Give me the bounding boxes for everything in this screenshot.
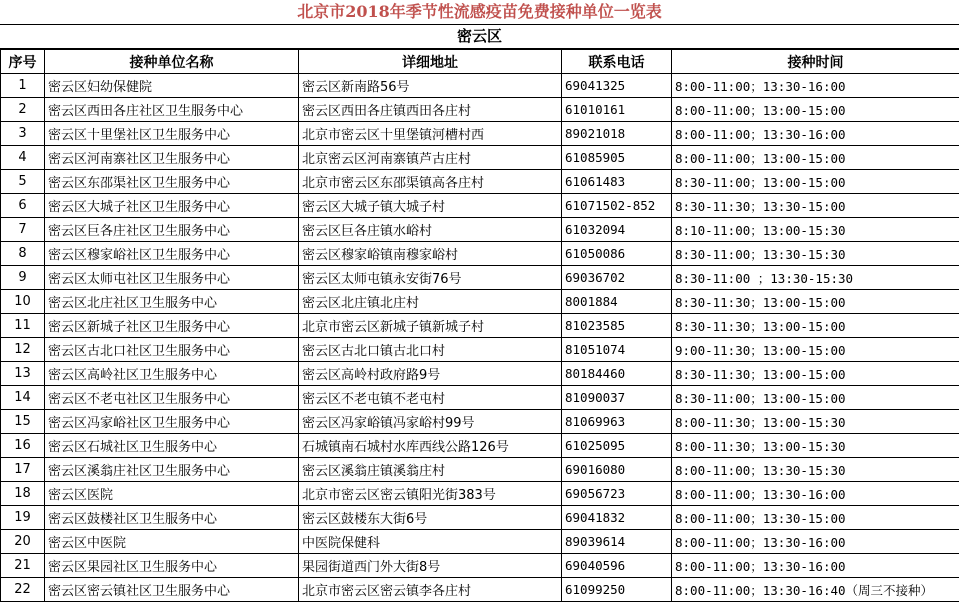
- vaccination-time: 8:30-11:00；13:00-15:00: [672, 386, 959, 410]
- table-row: [1, 122, 959, 146]
- row-number: 21: [1, 554, 45, 578]
- row-number: 14: [1, 386, 45, 410]
- vaccination-time: 8:00-11:30；13:00-15:30: [672, 434, 959, 458]
- table-row: [1, 506, 959, 530]
- row-number: 1: [1, 74, 45, 98]
- phone-number: 69041325: [562, 74, 672, 98]
- phone-number: 69056723: [562, 482, 672, 506]
- table-row: [1, 290, 959, 314]
- table-title: 北京市2018年季节性流感疫苗免费接种单位一览表: [0, 0, 959, 25]
- address: 密云区巨各庄镇水峪村: [299, 218, 562, 242]
- row-number: 10: [1, 290, 45, 314]
- header-time: 接种时间: [672, 50, 959, 74]
- unit-name: 密云区太师屯社区卫生服务中心: [45, 266, 299, 290]
- row-number: 12: [1, 338, 45, 362]
- phone-number: 61010161: [562, 98, 672, 122]
- phone-number: 8001884: [562, 290, 672, 314]
- phone-number: 81051074: [562, 338, 672, 362]
- address: 密云区鼓楼东大街6号: [299, 506, 562, 530]
- district-heading: 密云区: [0, 25, 959, 49]
- address: 密云区新南路56号: [299, 74, 562, 98]
- address: 北京市密云区东邵渠镇高各庄村: [299, 170, 562, 194]
- header-no: 序号: [1, 50, 45, 74]
- row-number: 20: [1, 530, 45, 554]
- vaccination-time: 8:30-11:30；13:00-15:00: [672, 290, 959, 314]
- table-row: [1, 362, 959, 386]
- table-row: [1, 386, 959, 410]
- address: 密云区冯家峪镇冯家峪村99号: [299, 410, 562, 434]
- vaccination-time: 8:30-11:00 ；13:30-15:30: [672, 266, 959, 290]
- table-row: [1, 554, 959, 578]
- vaccination-time: 8:00-11:00；13:30-16:40（周三不接种）: [672, 578, 959, 602]
- header-phone: 联系电话: [562, 50, 672, 74]
- unit-name: 密云区密云镇社区卫生服务中心: [45, 578, 299, 602]
- unit-name: 密云区河南寨社区卫生服务中心: [45, 146, 299, 170]
- unit-name: 密云区溪翁庄社区卫生服务中心: [45, 458, 299, 482]
- unit-name: 密云区新城子社区卫生服务中心: [45, 314, 299, 338]
- table-row: [1, 338, 959, 362]
- phone-number: 81090037: [562, 386, 672, 410]
- address: 果园街道西门外大街8号: [299, 554, 562, 578]
- vaccination-time: 8:10-11:00；13:00-15:30: [672, 218, 959, 242]
- address: 密云区穆家峪镇南穆家峪村: [299, 242, 562, 266]
- vaccination-time: 8:30-11:30；13:00-15:00: [672, 362, 959, 386]
- unit-name: 密云区高岭社区卫生服务中心: [45, 362, 299, 386]
- table-row: [1, 434, 959, 458]
- row-number: 7: [1, 218, 45, 242]
- phone-number: 69036702: [562, 266, 672, 290]
- phone-number: 80184460: [562, 362, 672, 386]
- row-number: 13: [1, 362, 45, 386]
- header-row: [1, 50, 959, 74]
- phone-number: 61050086: [562, 242, 672, 266]
- vaccination-time: 8:00-11:00；13:00-15:00: [672, 146, 959, 170]
- unit-name: 密云区西田各庄社区卫生服务中心: [45, 98, 299, 122]
- phone-number: 69016080: [562, 458, 672, 482]
- unit-name: 密云区大城子社区卫生服务中心: [45, 194, 299, 218]
- row-number: 5: [1, 170, 45, 194]
- header-name: 接种单位名称: [45, 50, 299, 74]
- table-row: [1, 482, 959, 506]
- row-number: 19: [1, 506, 45, 530]
- table-row: [1, 458, 959, 482]
- table-row: [1, 266, 959, 290]
- vaccination-time: 8:30-11:00；13:30-15:30: [672, 242, 959, 266]
- phone-number: 69041832: [562, 506, 672, 530]
- address: 石城镇南石城村水库西线公路126号: [299, 434, 562, 458]
- table-row: [1, 314, 959, 338]
- row-number: 17: [1, 458, 45, 482]
- address: 密云区古北口镇古北口村: [299, 338, 562, 362]
- address: 密云区西田各庄镇西田各庄村: [299, 98, 562, 122]
- vaccination-time: 8:00-11:00；13:30-16:00: [672, 482, 959, 506]
- table-row: [1, 578, 959, 602]
- vaccination-time: 9:00-11:30；13:00-15:00: [672, 338, 959, 362]
- table-row: [1, 146, 959, 170]
- row-number: 18: [1, 482, 45, 506]
- row-number: 11: [1, 314, 45, 338]
- phone-number: 69040596: [562, 554, 672, 578]
- unit-name: 密云区冯家峪社区卫生服务中心: [45, 410, 299, 434]
- phone-number: 81023585: [562, 314, 672, 338]
- vaccination-time: 8:00-11:00；13:30-15:30: [672, 458, 959, 482]
- address: 密云区高岭村政府路9号: [299, 362, 562, 386]
- vaccination-time: 8:00-11:00；13:30-16:00: [672, 530, 959, 554]
- unit-name: 密云区果园社区卫生服务中心: [45, 554, 299, 578]
- phone-number: 89021018: [562, 122, 672, 146]
- unit-name: 密云区不老屯社区卫生服务中心: [45, 386, 299, 410]
- table-row: [1, 98, 959, 122]
- unit-name: 密云区中医院: [45, 530, 299, 554]
- vaccination-time: 8:30-11:00；13:00-15:00: [672, 170, 959, 194]
- vaccination-time: 8:00-11:00；13:00-15:00: [672, 98, 959, 122]
- row-number: 8: [1, 242, 45, 266]
- address: 中医院保健科: [299, 530, 562, 554]
- row-number: 3: [1, 122, 45, 146]
- vaccination-time: 8:00-11:00；13:30-16:00: [672, 554, 959, 578]
- vaccination-time: 8:00-11:00；13:30-16:00: [672, 74, 959, 98]
- header-address: 详细地址: [299, 50, 562, 74]
- table-row: [1, 410, 959, 434]
- address: 密云区太师屯镇永安街76号: [299, 266, 562, 290]
- table-row: [1, 218, 959, 242]
- phone-number: 61025095: [562, 434, 672, 458]
- table-row: [1, 194, 959, 218]
- address: 北京市密云区十里堡镇河槽村西: [299, 122, 562, 146]
- phone-number: 61071502-852: [562, 194, 672, 218]
- row-number: 4: [1, 146, 45, 170]
- address: 北京市密云区密云镇阳光街383号: [299, 482, 562, 506]
- row-number: 15: [1, 410, 45, 434]
- vaccination-time: 8:00-11:00；13:30-15:00: [672, 506, 959, 530]
- vaccination-time: 8:00-11:30；13:00-15:30: [672, 410, 959, 434]
- row-number: 16: [1, 434, 45, 458]
- phone-number: 61099250: [562, 578, 672, 602]
- unit-name: 密云区巨各庄社区卫生服务中心: [45, 218, 299, 242]
- unit-name: 密云区医院: [45, 482, 299, 506]
- unit-name: 密云区妇幼保健院: [45, 74, 299, 98]
- address: 密云区大城子镇大城子村: [299, 194, 562, 218]
- unit-name: 密云区北庄社区卫生服务中心: [45, 290, 299, 314]
- address: 北京市密云区密云镇李各庄村: [299, 578, 562, 602]
- unit-name: 密云区石城社区卫生服务中心: [45, 434, 299, 458]
- table-body: [1, 74, 959, 602]
- row-number: 9: [1, 266, 45, 290]
- address: 北京市密云区新城子镇新城子村: [299, 314, 562, 338]
- vaccination-time: 8:30-11:30；13:00-15:00: [672, 314, 959, 338]
- row-number: 6: [1, 194, 45, 218]
- unit-name: 密云区鼓楼社区卫生服务中心: [45, 506, 299, 530]
- unit-name: 密云区古北口社区卫生服务中心: [45, 338, 299, 362]
- phone-number: 61061483: [562, 170, 672, 194]
- vaccination-time: 8:30-11:30；13:30-15:00: [672, 194, 959, 218]
- table-row: [1, 170, 959, 194]
- row-number: 2: [1, 98, 45, 122]
- phone-number: 81069963: [562, 410, 672, 434]
- phone-number: 61085905: [562, 146, 672, 170]
- row-number: 22: [1, 578, 45, 602]
- vaccination-time: 8:00-11:00；13:30-16:00: [672, 122, 959, 146]
- address: 北京密云区河南寨镇芦古庄村: [299, 146, 562, 170]
- table-row: [1, 530, 959, 554]
- phone-number: 89039614: [562, 530, 672, 554]
- table-row: [1, 74, 959, 98]
- vaccination-table: [0, 49, 959, 602]
- table-row: [1, 242, 959, 266]
- phone-number: 61032094: [562, 218, 672, 242]
- address: 密云区不老屯镇不老屯村: [299, 386, 562, 410]
- unit-name: 密云区东邵渠社区卫生服务中心: [45, 170, 299, 194]
- unit-name: 密云区穆家峪社区卫生服务中心: [45, 242, 299, 266]
- unit-name: 密云区十里堡社区卫生服务中心: [45, 122, 299, 146]
- address: 密云区北庄镇北庄村: [299, 290, 562, 314]
- address: 密云区溪翁庄镇溪翁庄村: [299, 458, 562, 482]
